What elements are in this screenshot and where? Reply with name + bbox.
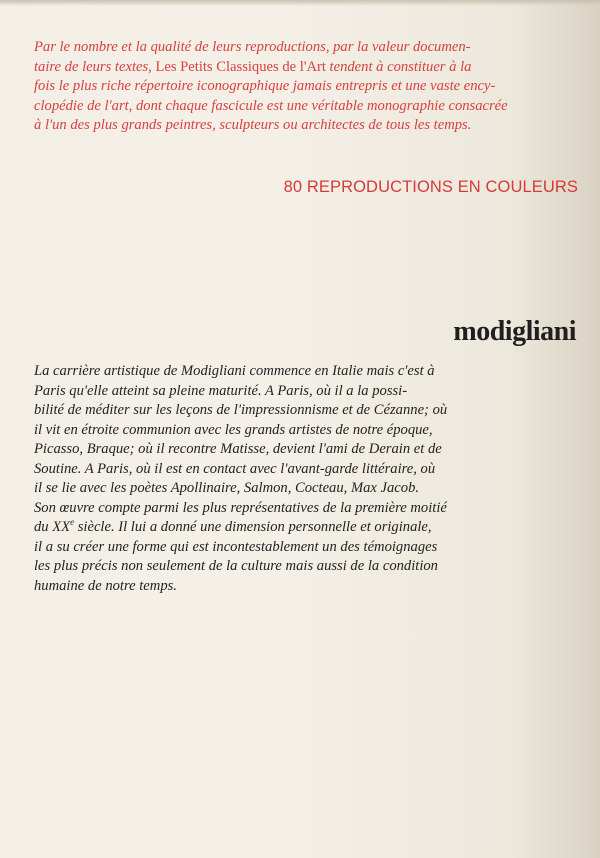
intro-line-3: fois le plus riche répertoire iconographique jamais entrepris et une vaste ency-: [34, 78, 496, 95]
top-edge-shadow: [0, 0, 600, 6]
intro-line-5: à l'un des plus grands peintres, sculpteurs ou architectes de tous les temps.: [34, 117, 472, 134]
intro-line-1: Par le nombre et la qualité de leurs reproductions, par la valeur documen-: [34, 39, 471, 55]
body-line-8: Son œuvre compte parmi les plus représentatives de la première moitié: [34, 499, 447, 516]
body-line-1: La carrière artistique de Modigliani commence en Italie mais c'est à: [34, 363, 435, 379]
reproductions-count-label: 80 REPRODUCTIONS EN COULEURS: [283, 178, 578, 196]
body-line-6: Soutine. A Paris, où il est en contact avec l'avant-garde littéraire, où: [34, 460, 436, 477]
series-description: [34, 38, 580, 136]
intro-line-2: taire de leurs textes, Les Petits Classiques de l'Art tendent à constituer à la: [34, 58, 472, 75]
body-line-5: Picasso, Braque; où il recontre Matisse, devient l'ami de Derain et de: [34, 441, 442, 458]
book-title: modigliani: [453, 316, 576, 347]
body-line-10: il a su créer une forme qui est incontestablement un des témoignages: [34, 538, 438, 555]
body-line-9: du XXe siècle. Il lui a donné une dimension personnelle et originale,: [34, 517, 432, 536]
body-line-4: il vit en étroite communion avec les grands artistes de notre époque,: [34, 421, 433, 438]
body-line-12: humaine de notre temps.: [34, 578, 177, 595]
century-superscript: e: [70, 517, 75, 528]
body-line-7: il se lie avec les poètes Apollinaire, Salmon, Cocteau, Max Jacob.: [34, 480, 420, 497]
body-line-11: les plus précis non seulement de la culture mais aussi de la condition: [34, 558, 438, 575]
body-line-3: bilité de méditer sur les leçons de l'impressionnisme et de Cézanne; où: [34, 402, 448, 419]
series-name: Les Petits Classiques de l'Art: [155, 58, 326, 75]
body-line-2: Paris qu'elle atteint sa pleine maturité. A Paris, où il a la possi-: [34, 382, 408, 399]
intro-line-4: clopédie de l'art, dont chaque fascicule est une véritable monographie consacrée: [34, 97, 508, 114]
artist-description: [34, 362, 582, 597]
